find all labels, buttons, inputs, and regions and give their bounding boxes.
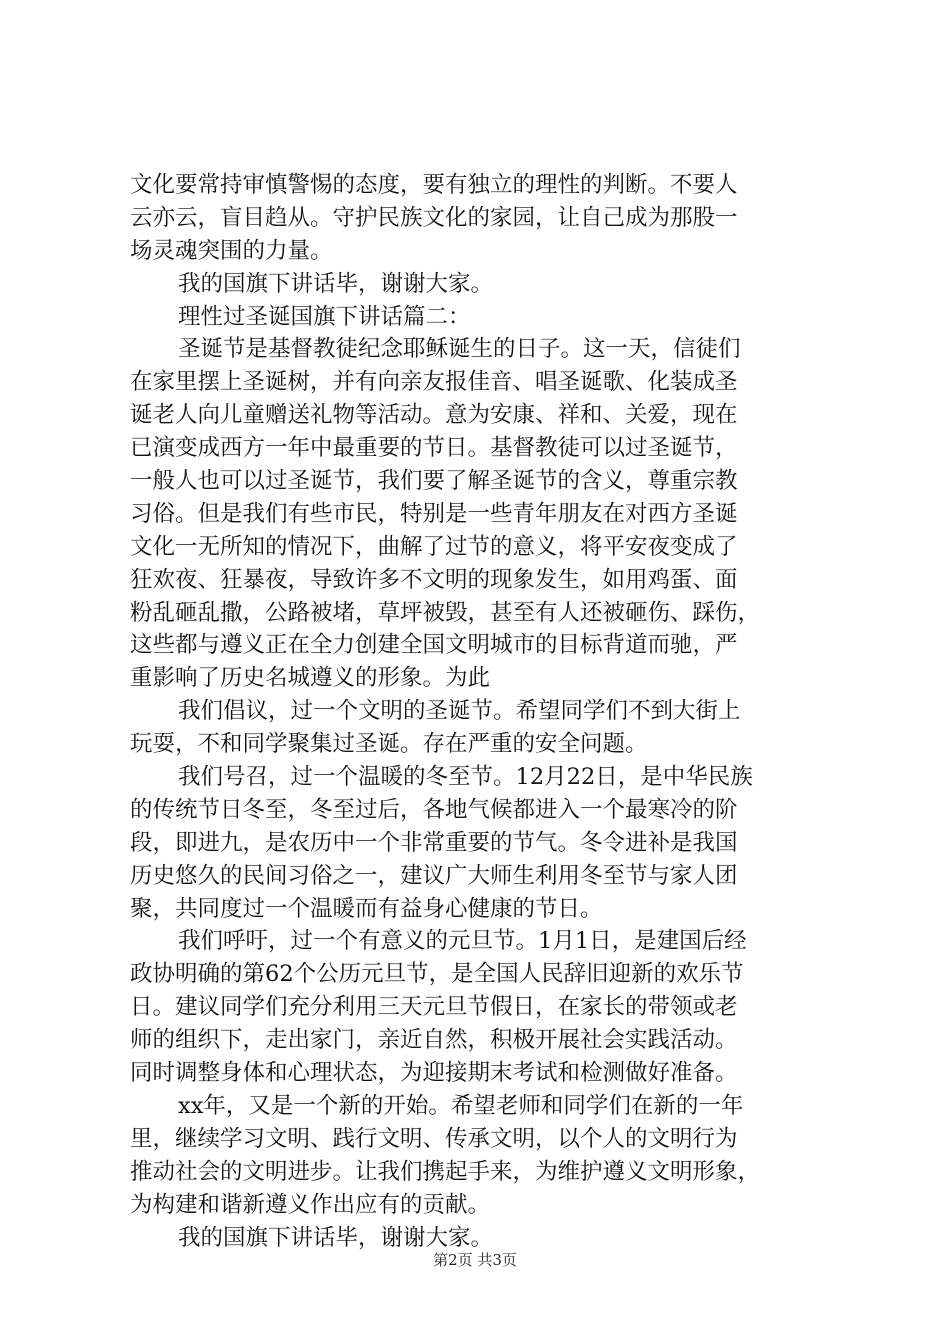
text-line: 一般人也可以过圣诞节，我们要了解圣诞节的含义，尊重宗教: [130, 468, 738, 495]
text-line: 师的组织下，走出家门，亲近自然，积极开展社会实践活动。: [130, 1027, 738, 1054]
text-line: 聚，共同度过一个温暖而有益身心健康的节日。: [130, 895, 603, 922]
text-line: 日。建议同学们充分利用三天元旦节假日，在家长的带领或老: [130, 994, 738, 1021]
text-line: 狂欢夜、狂暴夜，导致许多不文明的现象发生，如用鸡蛋、面: [130, 566, 738, 593]
text-line: 推动社会的文明进步。让我们携起手来，为维护遵义文明形象，: [130, 1158, 761, 1185]
text-line: 我的国旗下讲话毕，谢谢大家。: [178, 270, 494, 297]
text-line: 场灵魂突围的力量。: [130, 237, 333, 264]
text-line: 玩耍，不和同学聚集过圣诞。存在严重的安全问题。: [130, 731, 648, 758]
text-line: 段，即进九，是农历中一个非常重要的节气。冬令进补是我国: [130, 829, 738, 856]
text-line: 诞老人向儿童赠送礼物等活动。意为安康、祥和、关爱，现在: [130, 402, 738, 429]
text-line: 重影响了历史名城遵义的形象。为此: [130, 665, 491, 692]
document-body: [130, 169, 830, 1254]
text-line: 我们呼吁，过一个有意义的元旦节。1月1日，是建国后经: [178, 928, 747, 955]
text-line: 文化一无所知的情况下，曲解了过节的意义，将平安夜变成了: [130, 533, 738, 560]
text-line: 我们倡议，过一个文明的圣诞节。希望同学们不到大街上: [178, 698, 741, 725]
text-line: 粉乱砸乱撒，公路被堵，草坪被毁，甚至有人还被砸伤、踩伤，: [130, 599, 761, 626]
text-line: 我的国旗下讲话毕，谢谢大家。: [178, 1224, 494, 1251]
text-line: 习俗。但是我们有些市民，特别是一些青年朋友在对西方圣诞: [130, 500, 738, 527]
page-footer: 第2页 共3页: [433, 1251, 517, 1269]
text-line: 在家里摆上圣诞树，并有向亲友报佳音、唱圣诞歌、化装成圣: [130, 369, 738, 396]
text-line: 里，继续学习文明、践行文明、传承文明，以个人的文明行为: [130, 1125, 738, 1152]
text-line: 云亦云，盲目趋从。守护民族文化的家园，让自己成为那股一: [130, 204, 738, 231]
text-line: 我们号召，过一个温暖的冬至节。12月22日，是中华民族: [178, 764, 753, 791]
text-line: 理性过圣诞国旗下讲话篇二：: [178, 303, 471, 330]
text-line: 政协明确的第62个公历元旦节，是全国人民辞旧迎新的欢乐节: [130, 961, 744, 988]
text-line: 已演变成西方一年中最重要的节日。基督教徒可以过圣诞节，: [130, 435, 738, 462]
text-line: 这些都与遵义正在全力创建全国文明城市的目标背道而驰，严: [130, 632, 738, 659]
text-line: 圣诞节是基督教徒纪念耶稣诞生的日子。这一天，信徒们: [178, 336, 741, 363]
text-line: 为构建和谐新遵义作出应有的贡献。: [130, 1191, 491, 1218]
text-line: 的传统节日冬至，冬至过后，各地气候都进入一个最寒冷的阶: [130, 796, 738, 823]
text-line: 历史悠久的民间习俗之一，建议广大师生利用冬至节与家人团: [130, 862, 738, 889]
text-line: 同时调整身体和心理状态，为迎接期末考试和检测做好准备。: [130, 1060, 738, 1087]
text-line: xx年，又是一个新的开始。希望老师和同学们在新的一年: [178, 1092, 744, 1119]
text-line: 文化要常持审慎警惕的态度，要有独立的理性的判断。不要人: [130, 172, 738, 198]
